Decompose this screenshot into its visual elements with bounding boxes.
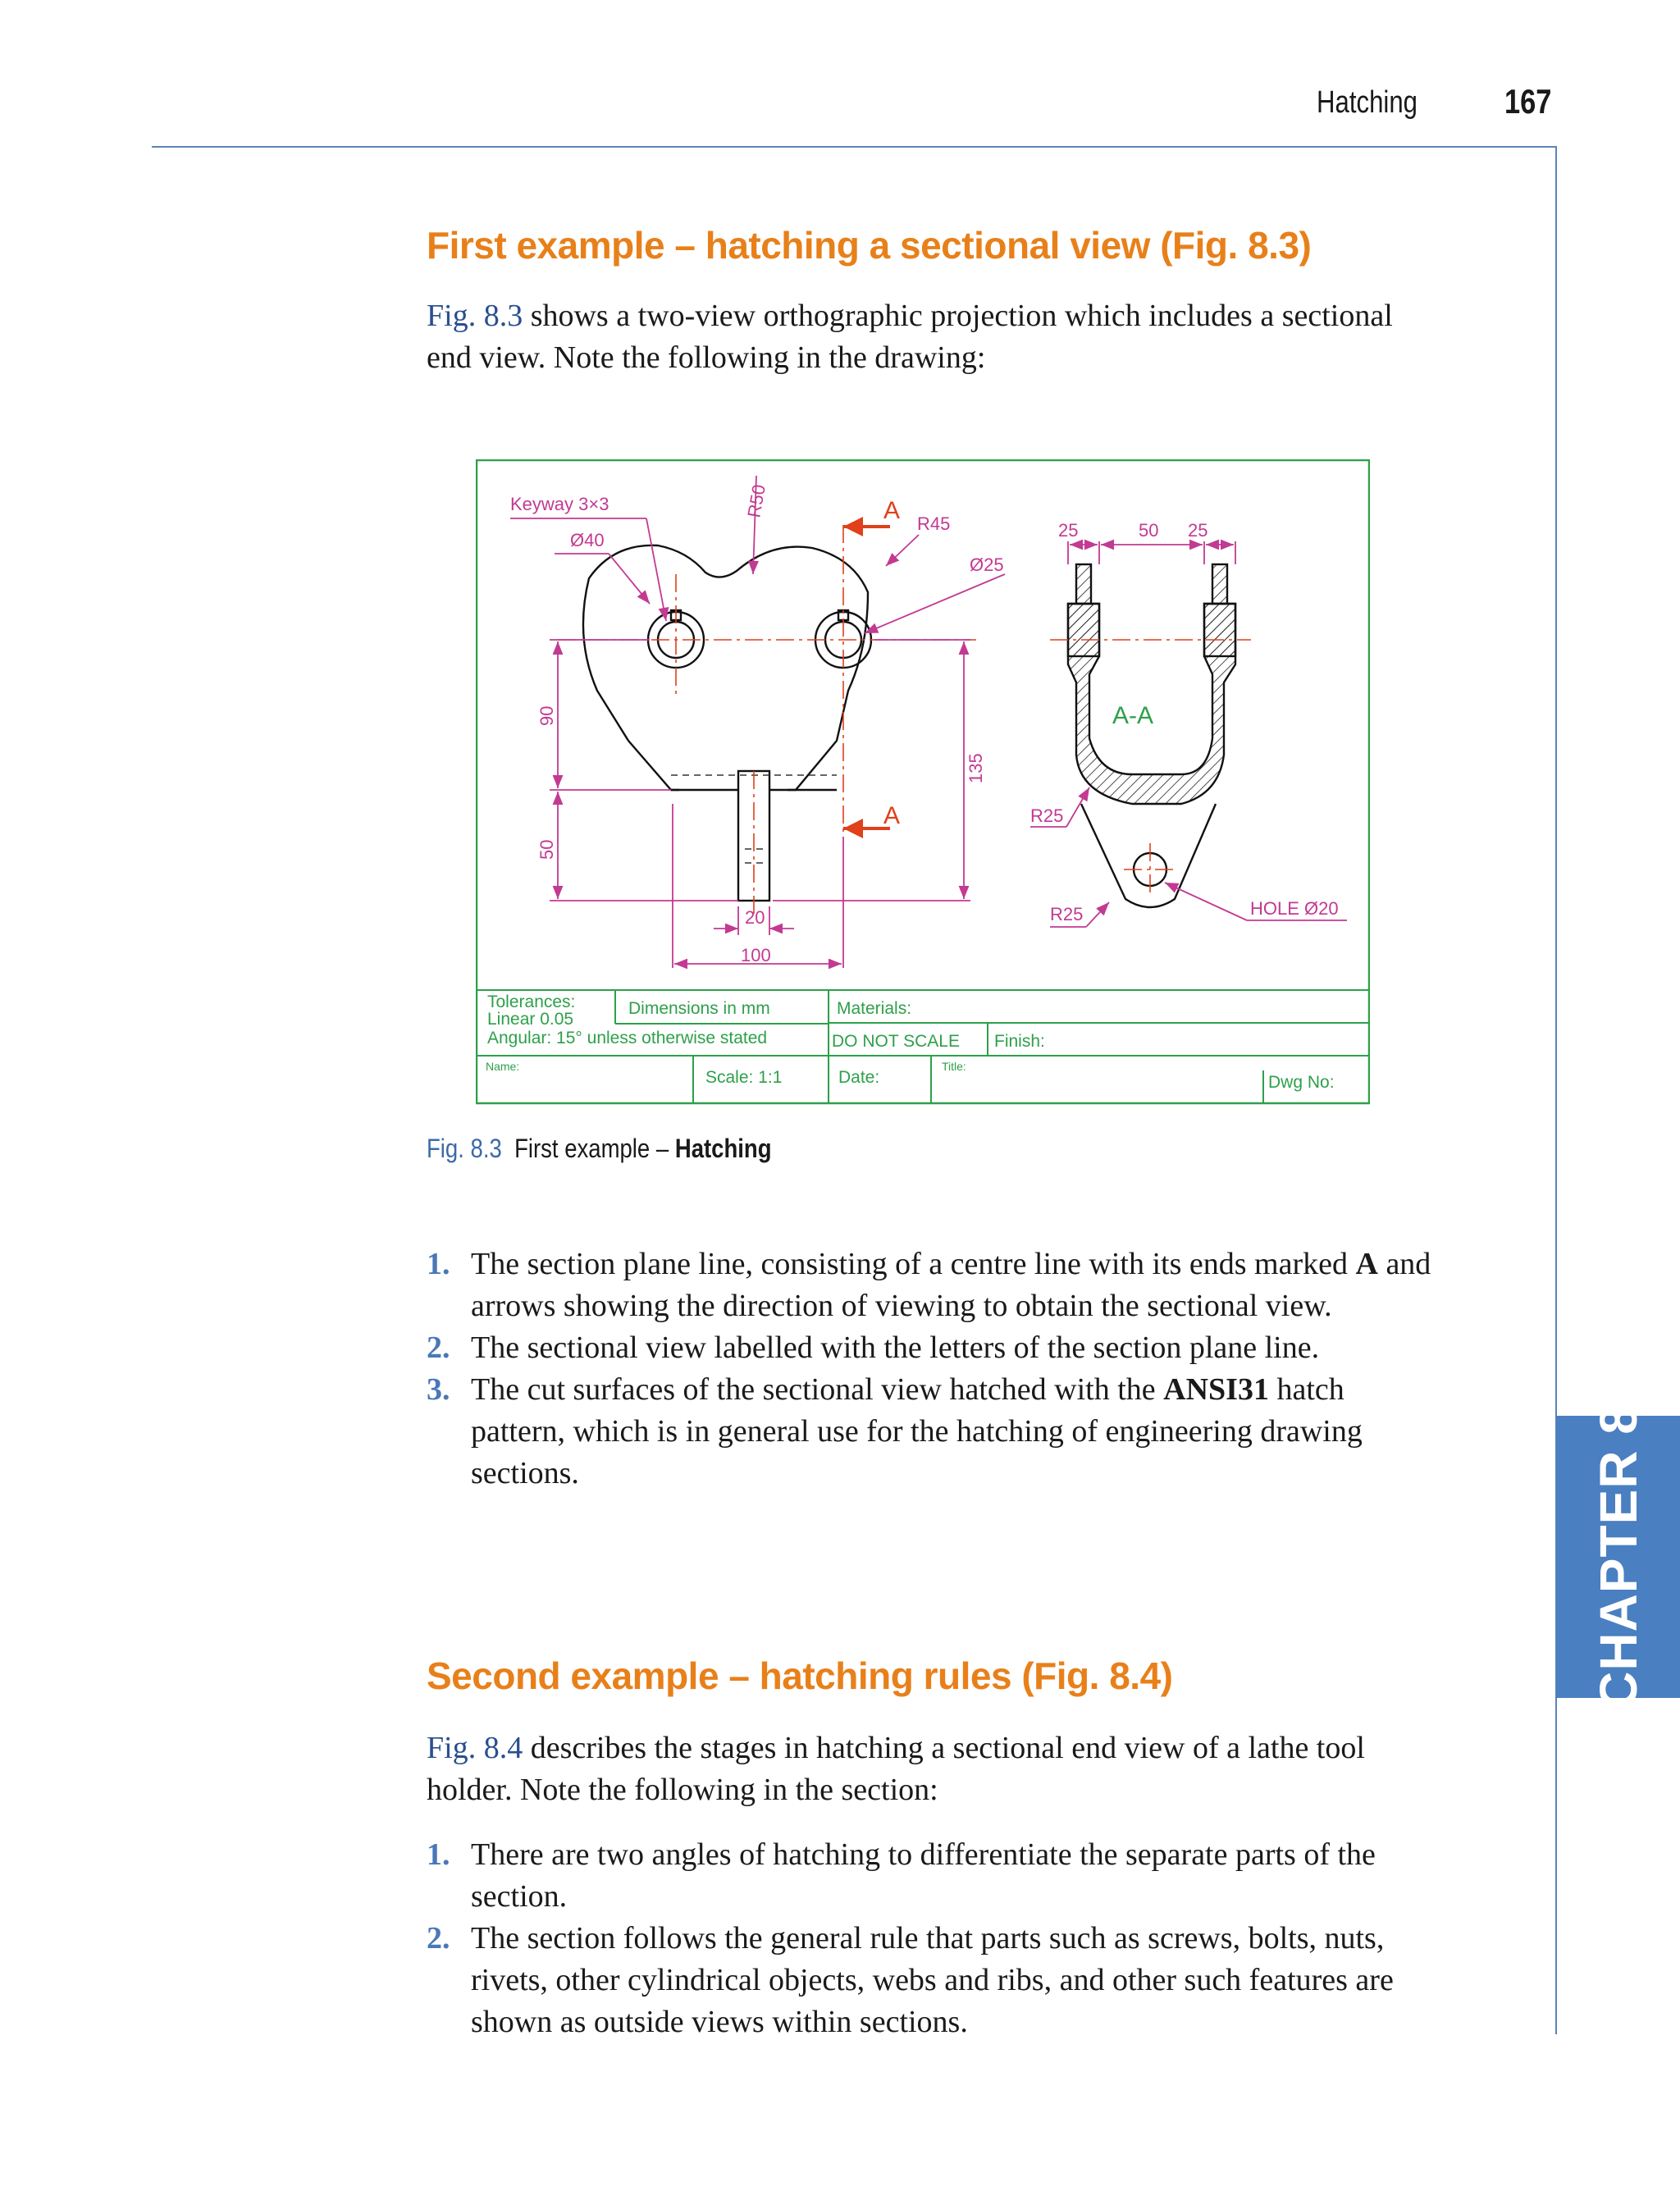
list-item-text: The section plane line, consisting of a centre line with its ends marked — [471, 1247, 1356, 1281]
label-dia25: Ø25 — [970, 554, 1004, 575]
figure-caption-text: First example – — [514, 1134, 675, 1163]
list-item — [427, 1369, 1444, 1495]
label-dim135: 135 — [966, 753, 986, 783]
section-heading-2 — [427, 1654, 1172, 1698]
section-1-intro-text: shows a two-view orthographic projection which includes a sectional end view. Note the following in the drawing: — [427, 299, 1393, 375]
list-item-text-cont: hatch pattern, which is in general use for the hatching of engineering drawing sections. — [471, 1372, 1363, 1490]
tb-title: Title: — [942, 1060, 966, 1073]
section-heading-2-main: Second example – hatching rules — [427, 1654, 1012, 1697]
tb-do-not-scale: DO NOT SCALE — [832, 1032, 960, 1051]
label-dim25-right: 25 — [1188, 520, 1208, 541]
list-section-1 — [427, 1244, 1444, 1495]
list-item-text: There are two angles of hatching to differentiate the separate parts of the section. — [471, 1837, 1376, 1914]
section-heading-1-ref: (Fig. 8.3) — [1160, 224, 1312, 267]
tb-name: Name: — [486, 1060, 520, 1073]
label-dim50: 50 — [1139, 520, 1159, 541]
figure-8-3-drawing — [476, 459, 1370, 1106]
chapter-tab-label: CHAPTER 8 — [1588, 1404, 1648, 1709]
label-keyway: Keyway 3×3 — [510, 494, 609, 514]
chapter-tab — [1556, 1404, 1680, 1709]
tb-linear: Linear 0.05 — [487, 1010, 574, 1029]
running-title: Hatching — [1317, 85, 1418, 120]
section-marker-a-bottom: A — [883, 802, 901, 829]
figure-caption-label: Fig. 8.3 — [427, 1134, 502, 1163]
section-label-aa: A-A — [1112, 702, 1154, 729]
section-heading-1 — [427, 223, 1311, 267]
list-item-number: 1. — [427, 1837, 450, 1872]
list-item-text: The cut surfaces of the sectional view hatched with the — [471, 1372, 1164, 1407]
list-item — [427, 1244, 1444, 1327]
label-r25-lower: R25 — [1050, 904, 1084, 924]
section-view-a-a — [1068, 564, 1235, 907]
list-item-text: The section follows the general rule that parts such as screws, bolts, nuts, rivets, other cylindrical objects, webs and ribs, and other such features are shown as outside views within sections. — [471, 1921, 1394, 2039]
label-dim20: 20 — [745, 907, 765, 928]
label-dim100: 100 — [741, 945, 771, 965]
section-plane-arrows — [843, 527, 890, 828]
label-dim25-left: 25 — [1058, 520, 1079, 541]
list-item-text: The sectional view labelled with the letters of the section plane line. — [471, 1330, 1320, 1365]
fig-8-4-link[interactable]: Fig. 8.4 — [427, 1731, 523, 1765]
list-item-text-cont: and arrows showing the direction of viewing to obtain the sectional view. — [471, 1247, 1431, 1323]
section-marker-a-top: A — [883, 497, 901, 524]
label-dia40: Ø40 — [570, 530, 605, 550]
tb-dimensions: Dimensions in mm — [628, 999, 770, 1018]
fig-8-3-link[interactable]: Fig. 8.3 — [427, 299, 523, 333]
tb-finish: Finish: — [994, 1032, 1045, 1051]
label-r25-upper: R25 — [1030, 805, 1064, 826]
page-number: 167 — [1504, 82, 1552, 121]
list-item-number: 2. — [427, 1330, 450, 1365]
figure-caption-bold: Hatching — [674, 1134, 772, 1163]
tb-materials: Materials: — [837, 999, 912, 1018]
figure-caption — [427, 1134, 772, 1164]
header-rule — [152, 146, 1556, 148]
label-r45: R45 — [917, 513, 951, 534]
list-item-bold: ANSI31 — [1163, 1372, 1269, 1407]
section-2-intro — [427, 1727, 1444, 1811]
section-heading-1-main: First example – hatching a sectional view — [427, 224, 1150, 267]
section-1-intro — [427, 295, 1444, 379]
front-view — [583, 545, 868, 901]
list-item — [427, 1327, 1444, 1369]
side-rule — [1555, 146, 1557, 2034]
list-item-number: 3. — [427, 1372, 450, 1407]
tb-tolerances: Tolerances: — [487, 993, 576, 1011]
list-item — [427, 1834, 1444, 1918]
tb-angular: Angular: 15° unless otherwise stated — [487, 1029, 768, 1047]
label-dim90: 90 — [536, 705, 557, 726]
label-hole: HOLE Ø20 — [1250, 898, 1339, 919]
label-r50: R50 — [743, 482, 769, 519]
section-heading-2-ref: (Fig. 8.4) — [1021, 1654, 1173, 1697]
section-2-intro-text: describes the stages in hatching a sectional end view of a lathe tool holder. Note the following in the section: — [427, 1731, 1365, 1807]
label-dim50-vertical: 50 — [536, 839, 557, 860]
tb-scale: Scale: 1:1 — [705, 1068, 783, 1087]
tb-date: Date: — [838, 1068, 880, 1087]
list-item-bold: A — [1355, 1247, 1378, 1281]
tb-dwg-no: Dwg No: — [1268, 1073, 1335, 1092]
list-section-2 — [427, 1834, 1444, 2043]
list-item-number: 2. — [427, 1921, 450, 1956]
list-item — [427, 1918, 1444, 2043]
list-item-number: 1. — [427, 1247, 450, 1281]
